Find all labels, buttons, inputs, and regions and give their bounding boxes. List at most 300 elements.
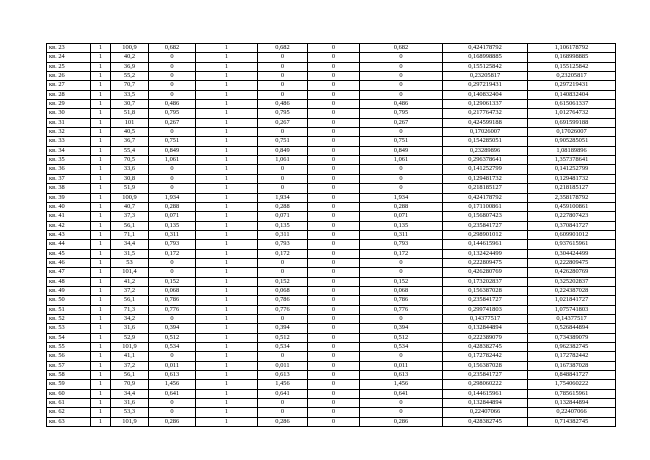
- table-cell: 0: [149, 62, 196, 71]
- apartment-label-cell: кв. 30: [47, 109, 91, 118]
- table-row: [47, 296, 616, 305]
- table-cell: 1: [196, 352, 258, 361]
- table-cell: 0,152: [258, 277, 308, 286]
- table-cell: 1: [196, 81, 258, 90]
- table-cell: 0,641: [149, 389, 196, 398]
- table-cell: 0: [149, 258, 196, 267]
- table-cell: 0: [149, 352, 196, 361]
- table-cell: 1: [91, 165, 111, 174]
- table-cell: 1: [196, 118, 258, 127]
- table-cell: 0,071: [149, 212, 196, 221]
- apartment-label-cell: кв. 52: [47, 314, 91, 323]
- table-cell: 70,5: [111, 156, 149, 165]
- table-cell: 0,751: [149, 137, 196, 146]
- table-cell: 0,222389079: [443, 333, 528, 342]
- table-row: [47, 212, 616, 221]
- table-row: [47, 352, 616, 361]
- table-row: [47, 90, 616, 99]
- table-row: [47, 240, 616, 249]
- table-row: [47, 202, 616, 211]
- apartment-label-cell: кв. 62: [47, 408, 91, 417]
- table-cell: 0,068: [149, 286, 196, 295]
- table-cell: 1: [91, 156, 111, 165]
- table-row: [47, 371, 616, 380]
- table-cell: 1: [91, 193, 111, 202]
- table-cell: 1: [196, 361, 258, 370]
- table-cell: 0,795: [360, 109, 443, 118]
- table-cell: 0,311: [258, 230, 308, 239]
- table-cell: 0: [360, 399, 443, 408]
- apartment-label-cell: кв. 49: [47, 286, 91, 295]
- table-cell: 1: [91, 184, 111, 193]
- table-cell: 0,613: [258, 371, 308, 380]
- table-cell: 0: [258, 174, 308, 183]
- table-cell: 1: [91, 399, 111, 408]
- apartment-label-cell: кв. 53: [47, 324, 91, 333]
- table-cell: 0: [308, 352, 360, 361]
- table-row: [47, 128, 616, 137]
- table-row: [47, 361, 616, 370]
- table-cell: 55,4: [111, 146, 149, 155]
- table-cell: 1: [91, 380, 111, 389]
- table-cell: 1,934: [149, 193, 196, 202]
- table-cell: 0,171100861: [443, 202, 528, 211]
- table-cell: 0: [258, 268, 308, 277]
- table-cell: 1: [196, 324, 258, 333]
- table-cell: 56,1: [111, 296, 149, 305]
- table-cell: 1: [91, 174, 111, 183]
- table-cell: 0: [360, 268, 443, 277]
- table-cell: 1: [196, 165, 258, 174]
- table-cell: 1,021841727: [528, 296, 616, 305]
- table-cell: 0: [149, 90, 196, 99]
- table-cell: 0,132844894: [528, 399, 616, 408]
- table-cell: 0: [149, 81, 196, 90]
- table-cell: 0: [308, 212, 360, 221]
- table-cell: 1,456: [360, 380, 443, 389]
- table-cell: 0,168998885: [528, 53, 616, 62]
- apartment-label-cell: кв. 43: [47, 230, 91, 239]
- table-cell: 1: [196, 333, 258, 342]
- table-cell: 0,615061337: [528, 100, 616, 109]
- table-cell: 0,172782442: [528, 352, 616, 361]
- table-cell: 0,155125842: [443, 62, 528, 71]
- table-cell: 1: [91, 324, 111, 333]
- table-cell: 0,132844894: [443, 324, 528, 333]
- table-cell: 0,235841727: [443, 371, 528, 380]
- table-cell: 0,172782442: [443, 352, 528, 361]
- table-cell: 1: [91, 249, 111, 258]
- table-cell: 0,218185127: [528, 184, 616, 193]
- table-cell: 0: [149, 268, 196, 277]
- table-row: [47, 305, 616, 314]
- table-cell: 0,155125842: [528, 62, 616, 71]
- table-cell: 0: [258, 81, 308, 90]
- apartment-label-cell: кв. 39: [47, 193, 91, 202]
- table-cell: 1: [196, 72, 258, 81]
- table-cell: 0,795: [149, 109, 196, 118]
- table-cell: 1: [91, 146, 111, 155]
- table-cell: 1: [196, 258, 258, 267]
- table-cell: 0: [308, 399, 360, 408]
- table-cell: 0,22407066: [443, 408, 528, 417]
- table-cell: 1: [196, 240, 258, 249]
- table-cell: 1: [91, 230, 111, 239]
- apartment-label-cell: кв. 57: [47, 361, 91, 370]
- table-row: [47, 277, 616, 286]
- apartment-label-cell: кв. 34: [47, 146, 91, 155]
- table-cell: 31,6: [111, 324, 149, 333]
- table-cell: 0: [149, 184, 196, 193]
- table-cell: 0,786: [360, 296, 443, 305]
- table-row: [47, 100, 616, 109]
- table-cell: 0,22407066: [528, 408, 616, 417]
- table-cell: 0: [308, 380, 360, 389]
- table-cell: 1: [196, 202, 258, 211]
- table-cell: 0,714382745: [528, 417, 616, 426]
- table-cell: 0,222809475: [443, 258, 528, 267]
- table-cell: 0,486: [149, 100, 196, 109]
- table-cell: 0,682: [258, 44, 308, 53]
- table-cell: 0,793: [258, 240, 308, 249]
- table-row: [47, 109, 616, 118]
- table-cell: 0,152: [360, 277, 443, 286]
- table-cell: 0,512: [258, 333, 308, 342]
- table-cell: 0,486: [258, 100, 308, 109]
- table-cell: 1: [91, 268, 111, 277]
- table-cell: 0: [308, 128, 360, 137]
- table-cell: 1: [196, 399, 258, 408]
- table-cell: 0,14377517: [528, 314, 616, 323]
- table-cell: 1: [196, 417, 258, 426]
- table-cell: 1: [196, 137, 258, 146]
- table-cell: 0,141252799: [443, 165, 528, 174]
- table-cell: 0: [360, 128, 443, 137]
- table-cell: 0,299741803: [443, 305, 528, 314]
- table-cell: 0,793: [360, 240, 443, 249]
- table-cell: 1: [91, 81, 111, 90]
- table-cell: 1: [196, 389, 258, 398]
- table-cell: 0: [308, 305, 360, 314]
- table-cell: 70,7: [111, 81, 149, 90]
- table-cell: 0,641: [258, 389, 308, 398]
- table-cell: 1: [91, 202, 111, 211]
- table-cell: 33,5: [111, 90, 149, 99]
- apartment-label-cell: кв. 29: [47, 100, 91, 109]
- table-cell: 1,075741803: [528, 305, 616, 314]
- table-cell: 0,459100861: [528, 202, 616, 211]
- table-cell: 0,609901012: [528, 230, 616, 239]
- table-row: [47, 286, 616, 295]
- table-cell: 0,325202837: [528, 277, 616, 286]
- table-cell: 0,068: [258, 286, 308, 295]
- table-cell: 36,7: [111, 137, 149, 146]
- table-cell: 1: [196, 314, 258, 323]
- table-cell: 0,172: [360, 249, 443, 258]
- table-cell: 0,424178792: [443, 44, 528, 53]
- table-cell: 0: [308, 44, 360, 53]
- table-cell: 30,7: [111, 100, 149, 109]
- table-cell: 0,135: [360, 221, 443, 230]
- apartment-label-cell: кв. 23: [47, 44, 91, 53]
- table-cell: 0,132844894: [443, 399, 528, 408]
- table-cell: 0,297219431: [443, 81, 528, 90]
- apartment-label-cell: кв. 26: [47, 72, 91, 81]
- table-cell: 1: [196, 53, 258, 62]
- table-cell: 0,173202837: [443, 277, 528, 286]
- table-cell: 0: [308, 258, 360, 267]
- table-cell: 0,776: [360, 305, 443, 314]
- table-row: [47, 165, 616, 174]
- table-cell: 1: [91, 212, 111, 221]
- table-cell: 0,370841727: [528, 221, 616, 230]
- table-cell: 0: [308, 62, 360, 71]
- table-cell: 0,424599188: [443, 118, 528, 127]
- table-cell: 0,17026007: [443, 128, 528, 137]
- table-row: [47, 184, 616, 193]
- table-body: [47, 44, 616, 427]
- table-cell: 70,9: [111, 380, 149, 389]
- table-cell: 53: [111, 258, 149, 267]
- table-cell: 0: [258, 408, 308, 417]
- table-cell: 1: [196, 184, 258, 193]
- table-cell: 0,140832404: [528, 90, 616, 99]
- table-cell: 0,534: [360, 343, 443, 352]
- apartment-label-cell: кв. 45: [47, 249, 91, 258]
- table-row: [47, 193, 616, 202]
- table-cell: 0,512: [360, 333, 443, 342]
- table-cell: 0,068: [360, 286, 443, 295]
- table-cell: 0,267: [360, 118, 443, 127]
- table-cell: 0: [308, 137, 360, 146]
- table-cell: 0,512: [149, 333, 196, 342]
- table-cell: 0: [308, 53, 360, 62]
- table-cell: 1: [196, 380, 258, 389]
- table-cell: 0,011: [258, 361, 308, 370]
- table-cell: 51,9: [111, 184, 149, 193]
- apartment-label-cell: кв. 61: [47, 399, 91, 408]
- table-cell: 0: [258, 165, 308, 174]
- table-cell: 101,9: [111, 343, 149, 352]
- table-cell: 0,428382745: [443, 343, 528, 352]
- table-cell: 41,2: [111, 277, 149, 286]
- table-cell: 0: [308, 417, 360, 426]
- table-cell: 1: [196, 296, 258, 305]
- table-cell: 0,23289896: [443, 146, 528, 155]
- table-cell: 0,786: [258, 296, 308, 305]
- table-cell: 0: [360, 174, 443, 183]
- table-cell: 1: [91, 137, 111, 146]
- table-cell: 0,23205817: [528, 72, 616, 81]
- table-cell: 0: [149, 53, 196, 62]
- table-cell: 1: [196, 193, 258, 202]
- table-cell: 0,011: [149, 361, 196, 370]
- table-cell: 36,9: [111, 62, 149, 71]
- table-cell: 34,2: [111, 314, 149, 323]
- table-cell: 31,5: [111, 249, 149, 258]
- table-cell: 1: [196, 230, 258, 239]
- table-row: [47, 72, 616, 81]
- table-cell: 0: [258, 53, 308, 62]
- table-cell: 0,682: [360, 44, 443, 53]
- table-cell: 0: [258, 128, 308, 137]
- table-cell: 0: [360, 90, 443, 99]
- table-cell: 0,311: [149, 230, 196, 239]
- table-cell: 101,4: [111, 268, 149, 277]
- table-cell: 0: [360, 165, 443, 174]
- data-table: [46, 43, 616, 427]
- table-cell: 0,905285051: [528, 137, 616, 146]
- table-row: [47, 174, 616, 183]
- table-cell: 0: [308, 90, 360, 99]
- table-cell: 0: [308, 343, 360, 352]
- table-cell: 0,286: [258, 417, 308, 426]
- table-cell: 0,141252799: [528, 165, 616, 174]
- table-cell: 0: [360, 72, 443, 81]
- table-cell: 1,456: [258, 380, 308, 389]
- table-cell: 0,776: [149, 305, 196, 314]
- table-cell: 1: [196, 128, 258, 137]
- table-cell: 40,5: [111, 128, 149, 137]
- table-cell: 0: [308, 240, 360, 249]
- table-cell: 0: [308, 296, 360, 305]
- table-cell: 1: [91, 277, 111, 286]
- table-row: [47, 268, 616, 277]
- table-cell: 0,172: [149, 249, 196, 258]
- table-cell: 1: [91, 371, 111, 380]
- table-cell: 0,224387028: [528, 286, 616, 295]
- table-cell: 0,526844894: [528, 324, 616, 333]
- table-cell: 0: [308, 286, 360, 295]
- table-cell: 0: [308, 230, 360, 239]
- apartment-label-cell: кв. 55: [47, 343, 91, 352]
- table-cell: 1: [91, 44, 111, 53]
- table-cell: 0: [360, 81, 443, 90]
- table-cell: 1: [196, 212, 258, 221]
- table-cell: 0,304424499: [528, 249, 616, 258]
- apartment-label-cell: кв. 59: [47, 380, 91, 389]
- table-cell: 34,4: [111, 389, 149, 398]
- table-row: [47, 314, 616, 323]
- apartment-label-cell: кв. 33: [47, 137, 91, 146]
- table-cell: 0,426280769: [528, 268, 616, 277]
- table-cell: 0,286: [149, 417, 196, 426]
- apartment-label-cell: кв. 31: [47, 118, 91, 127]
- table-row: [47, 118, 616, 127]
- table-cell: 0: [308, 146, 360, 155]
- table-cell: 53,3: [111, 408, 149, 417]
- table-cell: 0,129481732: [528, 174, 616, 183]
- table-cell: 0,734389079: [528, 333, 616, 342]
- table-cell: 0,288: [149, 202, 196, 211]
- table-cell: 0: [149, 174, 196, 183]
- table-cell: 0,23205817: [443, 72, 528, 81]
- table-cell: 0: [308, 184, 360, 193]
- table-cell: 30,8: [111, 174, 149, 183]
- table-cell: 1,061: [360, 156, 443, 165]
- table-cell: 0,144615961: [443, 389, 528, 398]
- table-cell: 0,235841727: [443, 296, 528, 305]
- table-cell: 0,394: [258, 324, 308, 333]
- table-cell: 101,9: [111, 417, 149, 426]
- table-cell: 55,2: [111, 72, 149, 81]
- table-cell: 37,2: [111, 361, 149, 370]
- table-cell: 0: [360, 53, 443, 62]
- table-cell: 0: [308, 333, 360, 342]
- table-cell: 0: [258, 314, 308, 323]
- apartment-label-cell: кв. 58: [47, 371, 91, 380]
- table-cell: 1: [91, 408, 111, 417]
- table-cell: 0,849: [360, 146, 443, 155]
- table-cell: 0: [258, 399, 308, 408]
- table-cell: 41,1: [111, 352, 149, 361]
- apartment-label-cell: кв. 51: [47, 305, 91, 314]
- table-cell: 52,9: [111, 333, 149, 342]
- table-cell: 1: [196, 90, 258, 99]
- table-cell: 0,152: [149, 277, 196, 286]
- apartment-label-cell: кв. 50: [47, 296, 91, 305]
- table-cell: 0,751: [258, 137, 308, 146]
- table-row: [47, 249, 616, 258]
- table-row: [47, 389, 616, 398]
- table-cell: 1: [196, 62, 258, 71]
- table-cell: 0: [308, 277, 360, 286]
- table-cell: 0: [258, 72, 308, 81]
- table-row: [47, 417, 616, 426]
- apartment-label-cell: кв. 25: [47, 62, 91, 71]
- apartment-label-cell: кв. 38: [47, 184, 91, 193]
- table-row: [47, 62, 616, 71]
- table-cell: 1: [91, 389, 111, 398]
- table-cell: 0,394: [360, 324, 443, 333]
- table-row: [47, 258, 616, 267]
- apartment-label-cell: кв. 28: [47, 90, 91, 99]
- table-cell: 0,298060222: [443, 380, 528, 389]
- table-cell: 0,682: [149, 44, 196, 53]
- table-cell: 1: [91, 221, 111, 230]
- table-cell: 0,296378641: [443, 156, 528, 165]
- table-cell: 0: [360, 408, 443, 417]
- table-cell: 1: [196, 100, 258, 109]
- apartment-label-cell: кв. 27: [47, 81, 91, 90]
- table-cell: 0: [308, 72, 360, 81]
- table-cell: 0,071: [360, 212, 443, 221]
- table-cell: 0,286: [360, 417, 443, 426]
- table-cell: 0: [308, 361, 360, 370]
- table-cell: 1: [196, 305, 258, 314]
- table-cell: 0: [308, 109, 360, 118]
- apartment-label-cell: кв. 37: [47, 174, 91, 183]
- table-cell: 1: [196, 221, 258, 230]
- table-cell: 1: [196, 156, 258, 165]
- table-cell: 0,267: [258, 118, 308, 127]
- table-cell: 0: [308, 156, 360, 165]
- table-cell: 0: [149, 399, 196, 408]
- table-cell: 0: [258, 90, 308, 99]
- table-cell: 0,222809475: [528, 258, 616, 267]
- table-cell: 0: [360, 62, 443, 71]
- table-cell: 0: [258, 62, 308, 71]
- table-cell: 0,486: [360, 100, 443, 109]
- table-cell: 0,172: [258, 249, 308, 258]
- table-cell: 0,156387028: [443, 361, 528, 370]
- apartment-label-cell: кв. 42: [47, 221, 91, 230]
- apartment-label-cell: кв. 35: [47, 156, 91, 165]
- table-cell: 1,357378641: [528, 156, 616, 165]
- table-cell: 1: [196, 268, 258, 277]
- table-cell: 33,6: [111, 165, 149, 174]
- table-cell: 1,106178792: [528, 44, 616, 53]
